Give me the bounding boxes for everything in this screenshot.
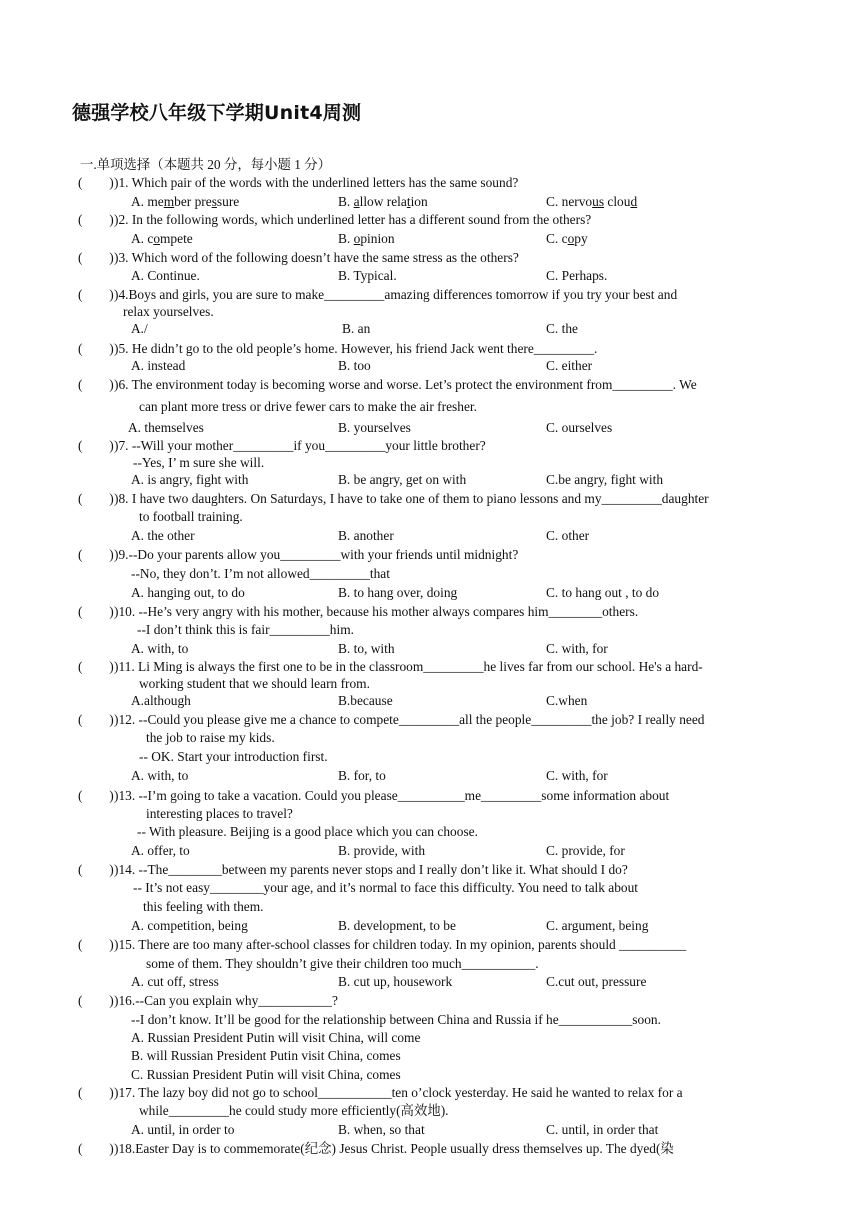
option-a: A. offer, to xyxy=(131,843,190,858)
question-stem: )14. --The________between my parents never stops and I really don’t like it. What should I do? xyxy=(114,862,628,877)
option-b: B. Typical. xyxy=(338,268,397,283)
question-continuation: relax yourselves. xyxy=(123,304,214,319)
question-stem: )18.Easter Day is to commemorate(纪念) Jesus Christ. People usually dress themselves up. The dyed(染 xyxy=(114,1141,674,1156)
option-c: C.cut out, pressure xyxy=(546,974,647,989)
answer-bracket: ( ) xyxy=(78,212,114,227)
question-stem: )16.--Can you explain why___________? xyxy=(114,993,338,1008)
option-a: A. until, in order to xyxy=(131,1122,235,1137)
option-b: B. too xyxy=(338,358,371,373)
question-continuation: -- It’s not easy________your age, and it’s normal to face this difficulty. You need to talk about xyxy=(133,880,639,895)
question-continuation: this feeling with them. xyxy=(143,899,264,914)
option-a: A. compete xyxy=(131,231,193,246)
answer-bracket: ( ) xyxy=(78,604,114,619)
question-stem: )17. The lazy boy did not go to school___________ten o’clock yesterday. He said he wanted to relax for a xyxy=(114,1085,683,1100)
question-stem: )8. I have two daughters. On Saturdays, I have to take one of them to piano lessons and my_________daughter xyxy=(114,491,709,506)
option-a: A.although xyxy=(131,693,191,708)
option-b: B. provide, with xyxy=(338,843,426,858)
answer-bracket: ( ) xyxy=(78,438,114,453)
question-stem: )12. --Could you please give me a chance to compete_________all the people_________the job? I really need xyxy=(114,712,705,727)
answer-bracket: ( ) xyxy=(78,547,114,562)
question-stem: )7. --Will your mother_________if you_________your little brother? xyxy=(114,438,486,453)
option-c: C. with, for xyxy=(546,641,608,656)
option-c: C. argument, being xyxy=(546,918,649,933)
answer-bracket: ( ) xyxy=(78,287,114,302)
option-a: A. hanging out, to do xyxy=(131,585,245,600)
question-stem: )5. He didn’t go to the old people’s home. However, his friend Jack went there_________. xyxy=(114,341,598,356)
section-heading: 一.单项选择（本题共 20 分，每小题 1 分） xyxy=(80,157,332,172)
option-c: C. until, in order that xyxy=(546,1122,659,1137)
question-stem: )9.--Do your parents allow you_________with your friends until midnight? xyxy=(114,547,519,562)
question-stem: )15. There are too many after-school classes for children today. In my opinion, parents should __________ xyxy=(114,937,687,952)
option-c: C. the xyxy=(546,321,578,336)
option-a: A. competition, being xyxy=(131,918,248,933)
question-continuation: interesting places to travel? xyxy=(146,806,293,821)
question-stem: )1. Which pair of the words with the underlined letters has the same sound? xyxy=(114,175,519,190)
answer-bracket: ( ) xyxy=(78,377,114,392)
option-b: B. an xyxy=(342,321,371,336)
answer-bracket: ( ) xyxy=(78,788,114,803)
option-a: A. member pressure xyxy=(131,194,240,209)
answer-bracket: ( ) xyxy=(78,175,114,190)
answer-bracket: ( ) xyxy=(78,862,114,877)
option-c: C. ourselves xyxy=(546,420,613,435)
question-continuation: to football training. xyxy=(139,509,243,524)
option-a: A. the other xyxy=(131,528,195,543)
question-continuation: some of them. They shouldn’t give their children too much___________. xyxy=(146,956,539,971)
question-stem: )11. Li Ming is always the first one to be in the classroom_________he lives far from our school. He's a hard- xyxy=(114,659,703,674)
answer-bracket: ( ) xyxy=(78,341,114,356)
question-stem: )10. --He’s very angry with his mother, because his mother always compares him________others. xyxy=(114,604,639,619)
option-c: C. copy xyxy=(546,231,588,246)
answer-bracket: ( ) xyxy=(78,1141,114,1156)
option-c: C. nervous cloud xyxy=(546,194,638,209)
option-c: C. other xyxy=(546,528,590,543)
option-a: A. cut off, stress xyxy=(131,974,219,989)
answer-bracket: ( ) xyxy=(78,712,114,727)
option-b: B. to hang over, doing xyxy=(338,585,458,600)
option-a: A. Russian President Putin will visit China, will come xyxy=(131,1030,421,1045)
option-b: B. allow relation xyxy=(338,194,428,209)
option-b: B. when, so that xyxy=(338,1122,425,1137)
question-continuation: --No, they don’t. I’m not allowed_________that xyxy=(131,566,390,581)
option-c: C.be angry, fight with xyxy=(546,472,664,487)
option-a: A. with, to xyxy=(131,768,189,783)
answer-bracket: ( ) xyxy=(78,1085,114,1100)
answer-bracket: ( ) xyxy=(78,993,114,1008)
question-continuation: can plant more tress or drive fewer cars to make the air fresher. xyxy=(139,399,477,414)
question-stem: )4.Boys and girls, you are sure to make_________amazing differences tomorrow if you try your best and xyxy=(114,287,678,302)
option-c: C. to hang out , to do xyxy=(546,585,660,600)
option-a: A. with, to xyxy=(131,641,189,656)
option-b: B. be angry, get on with xyxy=(338,472,467,487)
option-b: B. yourselves xyxy=(338,420,411,435)
option-c: C. provide, for xyxy=(546,843,625,858)
answer-bracket: ( ) xyxy=(78,659,114,674)
question-continuation: working student that we should learn from. xyxy=(139,676,370,691)
option-a: A. Continue. xyxy=(131,268,200,283)
option-b: B. will Russian President Putin visit China, comes xyxy=(131,1048,401,1063)
option-c: C. Russian President Putin will visit China, comes xyxy=(131,1067,401,1082)
option-c: C.when xyxy=(546,693,588,708)
option-b: B. cut up, housework xyxy=(338,974,453,989)
option-a: A. is angry, fight with xyxy=(131,472,249,487)
option-a: A. instead xyxy=(131,358,186,373)
answer-bracket: ( ) xyxy=(78,937,114,952)
option-b: B. opinion xyxy=(338,231,395,246)
option-a: A. themselves xyxy=(128,420,204,435)
question-continuation: --I don’t think this is fair_________him. xyxy=(137,622,354,637)
option-c: C. either xyxy=(546,358,593,373)
question-continuation: --I don’t know. It’ll be good for the relationship between China and Russia if he___________soon. xyxy=(131,1012,661,1027)
question-stem: )13. --I’m going to take a vacation. Could you please__________me_________some information about xyxy=(114,788,670,803)
option-b: B. to, with xyxy=(338,641,395,656)
question-continuation: -- OK. Start your introduction first. xyxy=(139,749,328,764)
option-b: B. development, to be xyxy=(338,918,456,933)
option-c: C. Perhaps. xyxy=(546,268,608,283)
option-b: B. for, to xyxy=(338,768,386,783)
option-c: C. with, for xyxy=(546,768,608,783)
question-stem: )6. The environment today is becoming worse and worse. Let’s protect the environment from_________. We xyxy=(114,377,697,392)
question-continuation: -- With pleasure. Beijing is a good place which you can choose. xyxy=(137,824,478,839)
question-continuation: while_________he could study more efficiently(高效地). xyxy=(139,1103,449,1118)
question-stem: )3. Which word of the following doesn’t have the same stress as the others? xyxy=(114,250,519,265)
question-stem: )2. In the following words, which underlined letter has a different sound from the others? xyxy=(114,212,592,227)
option-b: B. another xyxy=(338,528,394,543)
option-a: A./ xyxy=(131,321,148,336)
question-continuation: --Yes, I’ m sure she will. xyxy=(133,455,265,470)
answer-bracket: ( ) xyxy=(78,250,114,265)
option-b: B.because xyxy=(338,693,393,708)
answer-bracket: ( ) xyxy=(78,491,114,506)
page-title: 德强学校八年级下学期Unit4周测 xyxy=(72,102,362,124)
question-continuation: the job to raise my kids. xyxy=(146,730,275,745)
